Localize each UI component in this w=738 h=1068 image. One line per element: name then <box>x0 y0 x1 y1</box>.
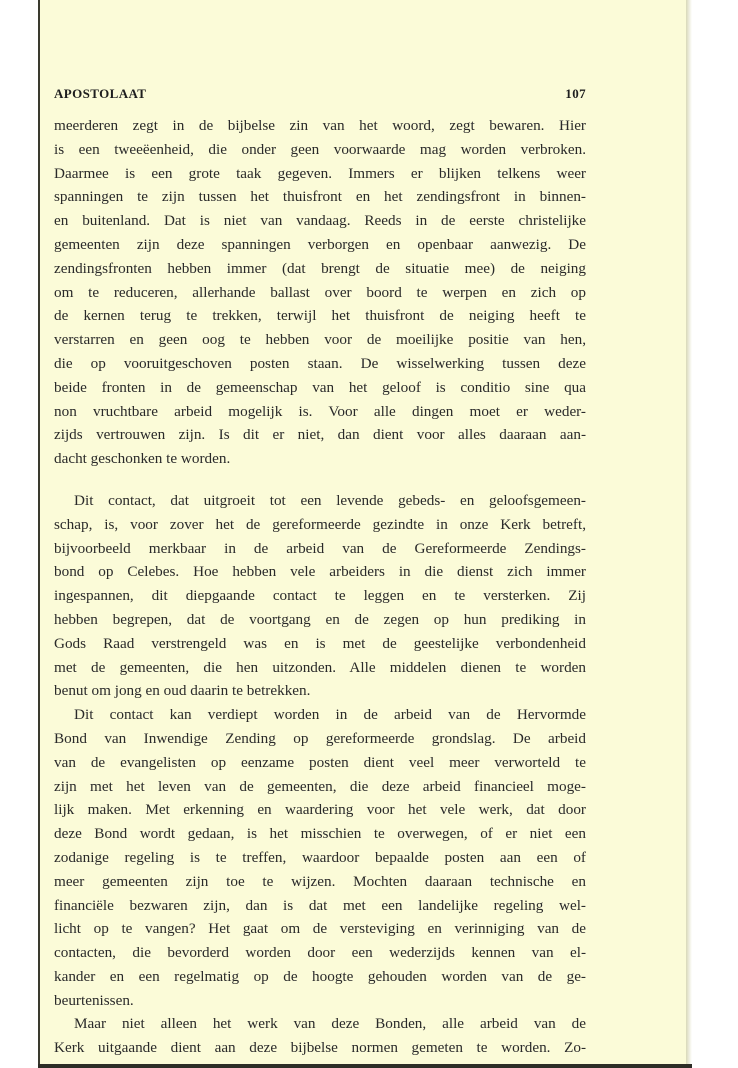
body-text <box>54 114 586 1060</box>
text-line: financiële bezwaren zijn, dan is dat met een landelijke regeling wel- <box>54 896 586 914</box>
text-line: Dit contact kan verdiept worden in de arbeid van de Hervormde <box>74 706 586 724</box>
text-line: Kerk uitgaande dient aan deze bijbelse normen gemeten te worden. Zo- <box>54 1039 586 1057</box>
text-line: deze Bond wordt gedaan, is het misschien te overwegen, of er niet een <box>54 825 586 843</box>
text-line: en buitenland. Dat is niet van vandaag. Reeds in de eerste christelijke <box>54 212 586 230</box>
text-line: zijds vertrouwen zijn. Is dit er niet, dan dient voor alles daaraan aan- <box>54 426 586 444</box>
text-line: bond op Celebes. Hoe hebben vele arbeiders in die dienst zich immer <box>54 563 586 581</box>
text-line: gemeenten zijn deze spanningen verborgen en openbaar aanwezig. De <box>54 235 586 253</box>
text-line: Bond van Inwendige Zending op gereformeerde grondslag. De arbeid <box>54 729 586 747</box>
text-line: zodanige regeling is te treffen, waardoor bepaalde posten aan een of <box>54 848 586 866</box>
text-line: beide fronten in de gemeenschap van het geloof is conditio sine qua <box>54 378 586 396</box>
text-line: Maar niet alleen het werk van deze Bonden, alle arbeid van de <box>74 1015 586 1033</box>
text-line: zendingsfronten hebben immer (dat brengt de situatie mee) de neiging <box>54 259 586 277</box>
text-line: lijk maken. Met erkenning en waardering voor het vele werk, dat door <box>54 801 586 819</box>
text-line: schap, is, voor zover het de gereformeerde gezindte in onze Kerk betreft, <box>54 515 586 533</box>
text-line: Daarmee is een grote taak gegeven. Immers er blijken telkens weer <box>54 164 586 182</box>
text-line: Gods Raad verstrengeld was en is met de geestelijke verbondenheid <box>54 634 586 652</box>
text-line: benut om jong en oud daarin te betrekken. <box>54 682 311 700</box>
paragraph-2 <box>54 489 586 703</box>
text-line: om te reduceren, allerhande ballast over boord te werpen en zich op <box>54 283 586 301</box>
paragraph-gap <box>54 471 586 489</box>
running-header <box>54 86 586 102</box>
text-line: die op vooruitgeschoven posten staan. De wisselwerking tussen deze <box>54 354 586 372</box>
text-line: van de evangelisten op eenzame posten dient veel meer verworteld te <box>54 753 586 771</box>
text-line: bijvoorbeeld merkbaar in de arbeid van de Gereformeerde Zendings- <box>54 539 586 557</box>
page-edge-shadow <box>686 0 692 1068</box>
paragraph-3 <box>54 703 586 1012</box>
page-number: 107 <box>565 86 586 101</box>
text-line: verstarren en geen oog te hebben voor de moeilijke positie van hen, <box>54 331 586 349</box>
text-line: non vruchtbare arbeid mogelijk is. Voor alle dingen moet er weder- <box>54 402 586 420</box>
running-title: APOSTOLAAT <box>54 86 147 101</box>
text-line: spanningen te zijn tussen het thuisfront en het zendingsfront in binnen- <box>54 188 586 206</box>
text-line: contacten, die bevorderd worden door een wederzijds kennen van el- <box>54 944 586 962</box>
text-line: beurtenissen. <box>54 991 134 1009</box>
text-line: zijn met het leven van de gemeenten, die deze arbeid financieel moge- <box>54 777 586 795</box>
text-line: meerderen zegt in de bijbelse zin van het woord, zegt bewaren. Hier <box>54 117 586 134</box>
paragraph-1 <box>54 114 586 471</box>
text-line: Dit contact, dat uitgroeit tot een levende gebeds- en geloofsgemeen- <box>74 491 586 509</box>
text-line: licht op te vangen? Het gaat om de versteviging en verinniging van de <box>54 920 586 938</box>
text-line: de kernen terug te trekken, terwijl het thuisfront de neiging heeft te <box>54 307 586 325</box>
page-bottom-edge <box>38 1064 692 1068</box>
text-line: is een tweeëenheid, die onder geen voorwaarde mag worden verbroken. <box>54 140 586 158</box>
paragraph-4 <box>54 1012 586 1060</box>
text-line: ingespannen, dit diepgaande contact te leggen en te versterken. Zij <box>54 587 586 605</box>
text-line: hebben begrepen, dat de voortgang en de zegen op hun prediking in <box>54 610 586 628</box>
text-line: met de gemeenten, die hen uitzonden. Alle middelen dienen te worden <box>54 658 586 676</box>
text-line: dacht geschonken te worden. <box>54 450 231 468</box>
text-line: kander en een regelmatig op de hoogte gehouden worden van de ge- <box>54 967 586 985</box>
text-line: meer gemeenten zijn toe te wijzen. Mochten daaraan technische en <box>54 872 586 890</box>
